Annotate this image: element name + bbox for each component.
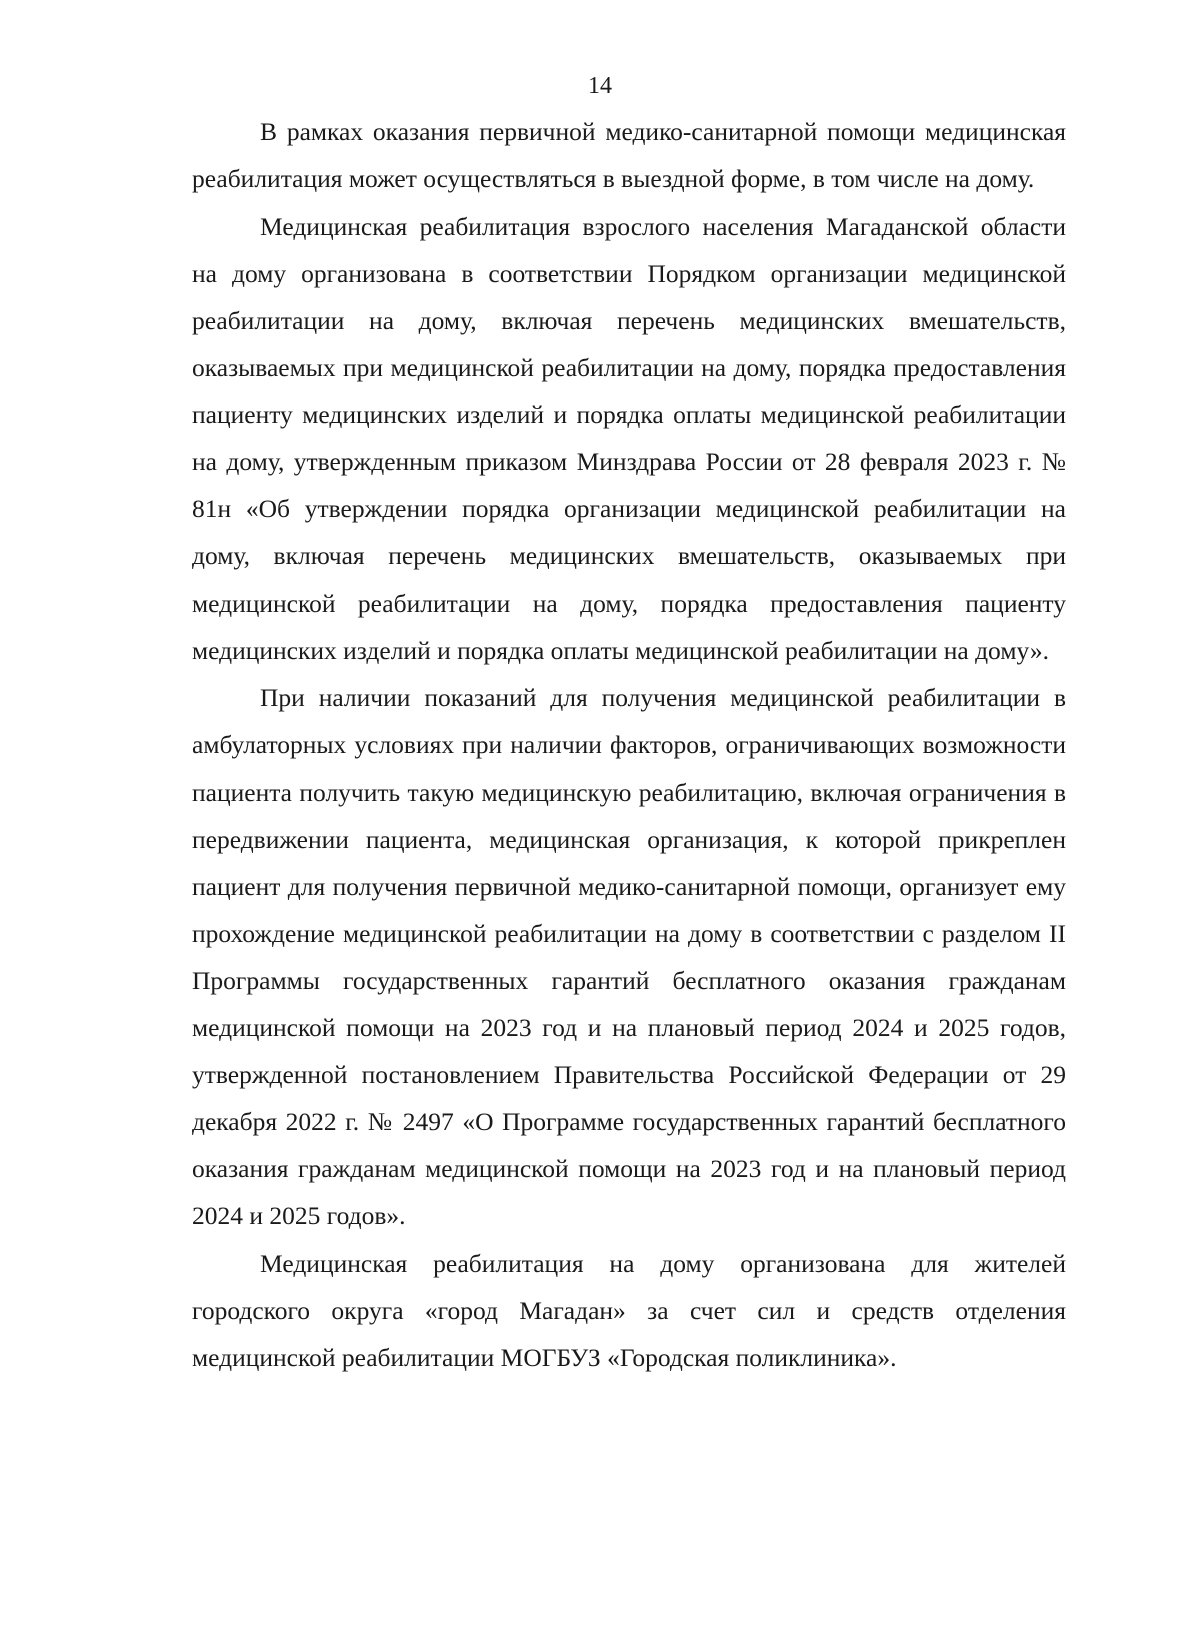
paragraph-1: В рамках оказания первичной медико-санитарной помощи медицинская реабилитация может осуществляться в выездной форме, в том числе на дому. bbox=[192, 117, 1066, 194]
document-body bbox=[192, 108, 1066, 1382]
paragraph-3: При наличии показаний для получения медицинской реабилитации в амбулаторных условиях при наличии факторов, ограничивающих возможности пациента получить такую медицинскую реабилитацию, включая ограничения в передвижении пациента, медицинская организация, к которой прикреплен пациент для получения первичной медико-санитарной помощи, организует ему прохождение медицинской реабилитации на дому в соответствии с разделом II Программы государственных гарантий бесплатного оказания гражданам медицинской помощи на 2023 год и на плановый период 2024 и 2025 годов, утвержденной постановлением Правительства Российской Федерации от 29 декабря 2022 г. № 2497 «О Программе государственных гарантий бесплатного оказания гражданам медицинской помощи на 2023 год и на плановый период 2024 и 2025 годов». bbox=[192, 683, 1066, 1231]
paragraph-2: Медицинская реабилитация взрослого населения Магаданской области на дому организована в соответствии Порядком организации медицинской реабилитации на дому, включая перечень медицинских вмешательств, оказываемых при медицинской реабилитации на дому, порядка предоставления пациенту медицинских изделий и порядка оплаты медицинской реабилитации на дому, утвержденным приказом Минздрава России от 28 февраля 2023 г. № 81н «Об утверждении порядка организации медицинской реабилитации на дому, включая перечень медицинских вмешательств, оказываемых при медицинской реабилитации на дому, порядка предоставления пациенту медицинских изделий и порядка оплаты медицинской реабилитации на дому». bbox=[192, 211, 1066, 665]
page-number: 14 bbox=[588, 73, 612, 99]
paragraph-4: Медицинская реабилитация на дому организована для жителей городского округа «город Магадан» за счет сил и средств отделения медицинской реабилитации МОГБУЗ «Городская поликлиника». bbox=[192, 1249, 1066, 1373]
